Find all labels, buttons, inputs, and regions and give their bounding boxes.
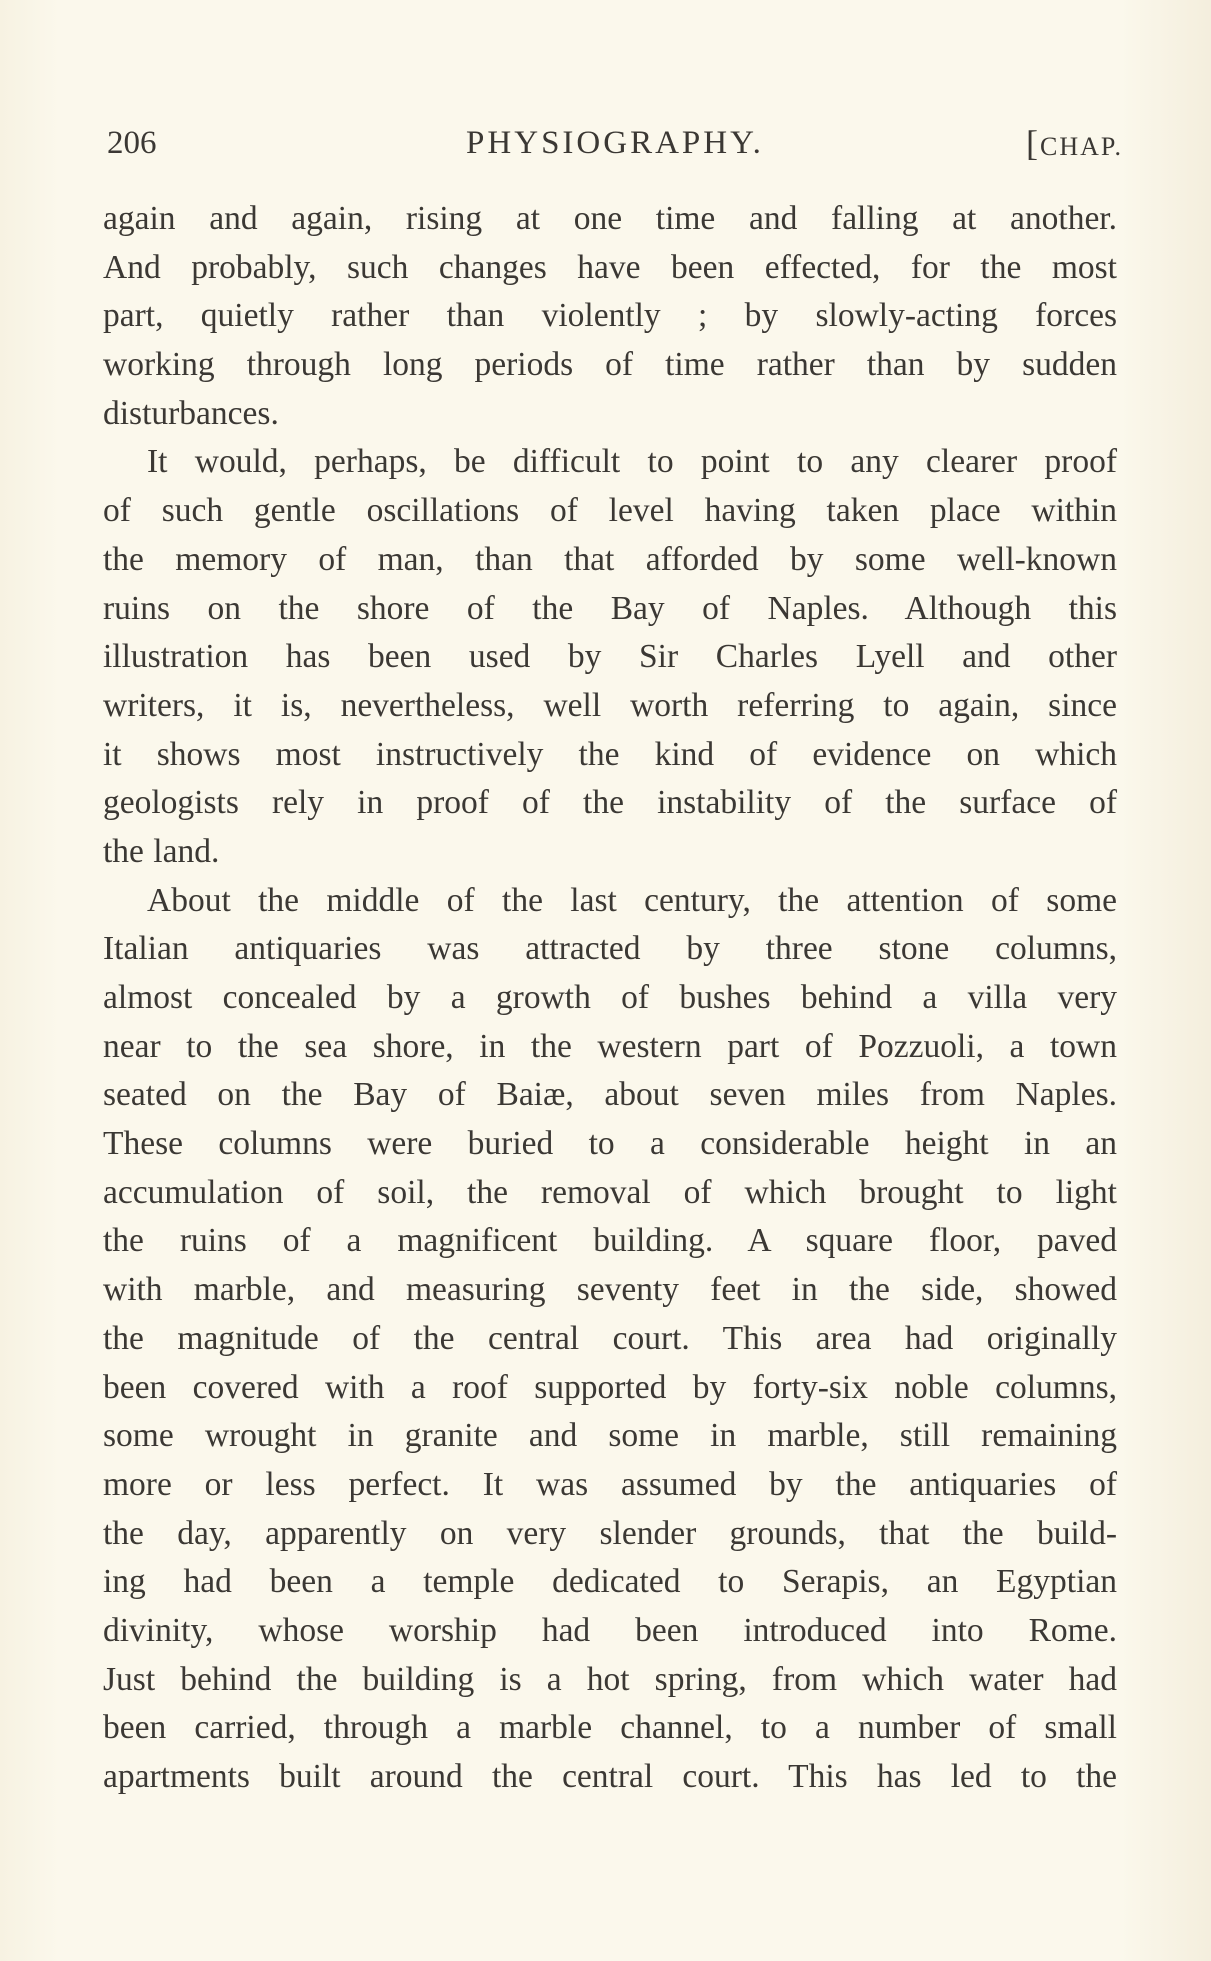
running-head <box>107 118 1123 168</box>
text-line: the land. <box>103 832 220 870</box>
text-line: It would, perhaps, be difficult to point to any clearer proof <box>147 443 1117 481</box>
text-line: Just behind the building is a hot spring, from which water had <box>103 1660 1117 1698</box>
text-line: part, quietly rather than violently ; by slowly-acting forces <box>103 297 1117 335</box>
text-line: the ruins of a magnificent building. A square floor, paved <box>103 1222 1117 1260</box>
text-line: disturbances. <box>103 394 279 432</box>
text-line: more or less perfect. It was assumed by the antiquaries of <box>103 1465 1117 1503</box>
text-line: About the middle of the last century, the attention of some <box>147 881 1117 919</box>
text-line: accumulation of soil, the removal of which brought to light <box>103 1173 1117 1211</box>
text-line: again and again, rising at one time and falling at another. <box>103 200 1117 237</box>
text-line: almost concealed by a growth of bushes behind a villa very <box>103 979 1117 1016</box>
text-line: Italian antiquaries was attracted by three stone columns, <box>103 930 1117 968</box>
text-line: with marble, and measuring seventy feet in the side, showed <box>103 1271 1117 1309</box>
text-line: it shows most instructively the kind of evidence on which <box>103 735 1117 773</box>
text-line: geologists rely in proof of the instability of the surface of <box>103 784 1117 822</box>
text-line: apartments built around the central court. This has led to the <box>103 1758 1117 1795</box>
text-line: seated on the Bay of Baiæ, about seven miles from Naples. <box>103 1076 1117 1114</box>
text-line: And probably, such changes have been effected, for the most <box>103 248 1117 286</box>
text-line: the day, apparently on very slender grounds, that the build- <box>103 1514 1117 1552</box>
running-title: PHYSIOGRAPHY. <box>466 125 764 161</box>
chapter-bracket: [ <box>1026 123 1041 163</box>
page-number: 206 <box>107 125 157 161</box>
text-line: the memory of man, than that afforded by some well-known <box>103 540 1117 578</box>
text-line: ing had been a temple dedicated to Serapis, an Egyptian <box>103 1563 1117 1601</box>
text-line: writers, it is, nevertheless, well worth referring to again, since <box>103 686 1117 724</box>
chapter-abbrev: CHAP. <box>1040 132 1123 161</box>
text-line: near to the sea shore, in the western part of Pozzuoli, a town <box>103 1027 1117 1065</box>
text-line: divinity, whose worship had been introduced into Rome. <box>103 1611 1117 1649</box>
text-line: of such gentle oscillations of level having taken place within <box>103 492 1117 530</box>
text-line: been carried, through a marble channel, to a number of small <box>103 1709 1117 1747</box>
chapter-label <box>1026 118 1123 172</box>
text-line: illustration has been used by Sir Charles Lyell and other <box>103 638 1117 676</box>
text-line: the magnitude of the central court. This area had originally <box>103 1319 1117 1357</box>
text-line: working through long periods of time rather than by sudden <box>103 346 1117 384</box>
text-line: ruins on the shore of the Bay of Naples. Although this <box>103 589 1117 627</box>
body-text <box>103 195 1117 1802</box>
text-line: been covered with a roof supported by forty-six noble columns, <box>103 1368 1117 1406</box>
text-line: These columns were buried to a considerable height in an <box>103 1125 1117 1163</box>
text-line: some wrought in granite and some in marble, still remaining <box>103 1417 1117 1455</box>
